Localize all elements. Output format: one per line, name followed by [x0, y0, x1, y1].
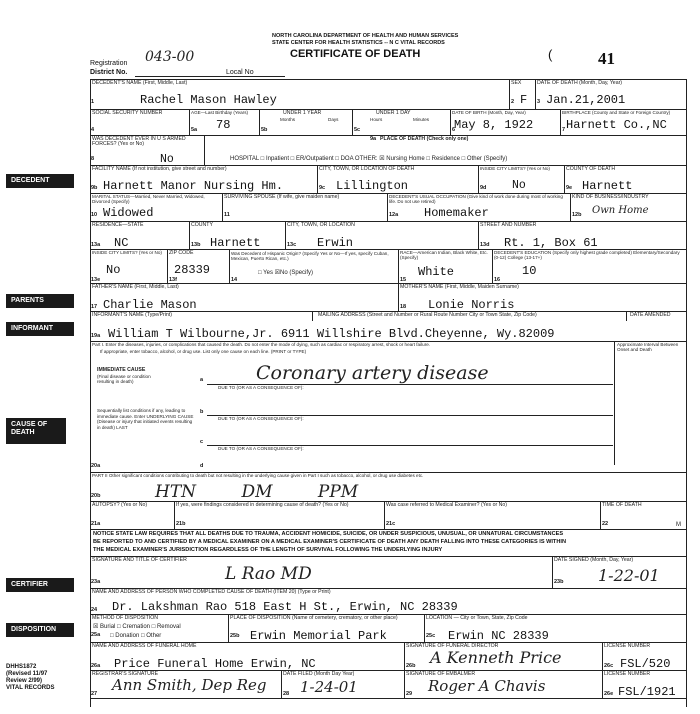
findings-label: If yes, were findings considered in determining cause of death? (Yes or No) [176, 502, 349, 508]
days-label: Days [328, 117, 339, 122]
form-revised: (Revised 11/97 [6, 671, 48, 677]
hours-label: Hours [370, 117, 383, 122]
part2-conditions: HTN DM PPM [155, 482, 359, 502]
spouse-label: SURVIVING SPOUSE (If wife, give maiden name) [224, 194, 340, 200]
certifier-signature: L Rao MD [225, 564, 312, 584]
due-to-1: DUE TO (OR AS A CONSEQUENCE OF): [218, 385, 304, 390]
form-title: CERTIFICATE OF DEATH [290, 48, 421, 60]
place-disposition-label: PLACE OF DISPOSITION (Name of cemetery, crematory, or other place) [230, 615, 398, 621]
section-disposition: DISPOSITION [6, 623, 74, 637]
place-options: HOSPITAL □ Inpatient □ ER/Outpatient □ DOA OTHER: ☒ Nursing Home □ Residence □ Other (Specify) [230, 156, 508, 162]
birthplace-label: BIRTHPLACE (County and State or Foreign Country) [562, 110, 671, 115]
examiner-label: Was case referred to Medical Examiner? (Yes or No) [386, 502, 507, 508]
res-state-label: RESIDENCE—STATE [92, 222, 144, 228]
sex-label: SEX [511, 80, 522, 86]
county-death-value: Harnett [582, 179, 633, 193]
sex-value: F [520, 93, 528, 107]
embalmer-signature: Roger A Chavis [428, 677, 546, 695]
minutes-label: Minutes [413, 117, 430, 122]
form-review: Review 2/99) [6, 678, 43, 684]
facility-value: Harnett Manor Nursing Hm. [103, 179, 284, 193]
hispanic-label: Was Decedent of Hispanic Origin? (Specify Yes or No—If yes, specify Cuban, Mexican, Puerto Rican, etc.) [231, 251, 389, 262]
method-label: METHOD OF DISPOSITION [92, 615, 158, 621]
county-death-label: COUNTY OF DEATH [566, 166, 616, 172]
section-cause-of-death: CAUSE OF DEATH [6, 418, 66, 444]
zip-value: 28339 [174, 263, 211, 277]
part1-label: Part I. Enter the diseases, injuries, or complications that caused the death. Do not enter the mode of dying, such as cardiac or respiratory arrest, shock or heart failure. [92, 342, 431, 347]
res-city-label: CITY, TOWN, OR LOCATION [287, 222, 355, 228]
embalmer-label: SIGNATURE OF EMBALMER [406, 671, 476, 677]
notice-line-2: BE REPORTED TO AND CERTIFIED BY A MEDICAL EXAMINER ON A MEDICAL EXAMINER'S CERTIFICATE OF DEATH ANY DEATH FALLING INTO THESE CATEGORIES IS WITHIN [93, 539, 566, 545]
time-m: M [676, 522, 681, 528]
section-parents: PARENTS [6, 294, 74, 308]
notice-line-1: NOTICE STATE LAW REQUIRES THAT ALL DEATHS DUE TO TRAUMA, ACCIDENT HOMICIDE, SUICIDE, OR UNDER SUSPICIOUS, UNUSUAL, OR UNNATURAL CIRCUMSTANCES [93, 531, 564, 537]
sequential-label: Sequentially list conditions if any, leading to immediate cause. Enter UNDERLYING CAUSE (Disease or injury that initiated events resulting in death) LAST [97, 408, 194, 431]
inside-limits-value: No [512, 179, 526, 192]
street-value: Rt. 1, Box 61 [504, 236, 598, 250]
informant-label: INFORMANT'S NAME (Type/Print) [92, 312, 172, 318]
hispanic-options: □ Yes ☒No (Specify) [258, 270, 314, 276]
method-options-2: □ Donation □ Other [110, 633, 162, 639]
under1day-label: UNDER 1 DAY [376, 110, 411, 116]
due-to-2: DUE TO (OR AS A CONSEQUENCE OF): [218, 416, 304, 421]
interval-label: Approximate Interval Between Onset and Death [617, 342, 679, 352]
autopsy-label: AUTOPSY? (Yes or No) [92, 502, 148, 508]
completer-label: NAME AND ADDRESS OF PERSON WHO COMPLETED CAUSE OF DEATH (ITEM 20) (Type or Print) [92, 589, 331, 595]
facility-label: FACILITY NAME (If not institution, give street and number) [92, 166, 227, 172]
decedent-name: Rachel Mason Hawley [140, 93, 277, 107]
street-label: STREET AND NUMBER [480, 222, 537, 228]
place-disposition-value: Erwin Memorial Park [250, 629, 387, 643]
funeral-home-value: Price Funeral Home Erwin, NC [114, 657, 316, 671]
education-value: 10 [522, 264, 537, 278]
business-label: KIND OF BUSINESS/INDUSTRY [572, 194, 649, 200]
district-label: District No. [90, 69, 128, 76]
res-county-label: COUNTY [191, 222, 213, 228]
occupation-label: DECEDENT'S USUAL OCCUPATION (Give kind of work done during most of working life. Do not use retired) [389, 194, 563, 204]
district-number: 043-00 [145, 49, 195, 65]
notice-line-3: THE MEDICAL EXAMINER'S JURISDICTION REGARDLESS OF THE LENGTH OF SURVIVAL FOLLOWING THE UNDERLYING INJURY [93, 547, 443, 553]
dept-name: NORTH CAROLINA DEPARTMENT OF HEALTH AND HUMAN SERVICES [272, 33, 459, 39]
section-decedent: DECEDENT [6, 174, 74, 188]
license-value-2: FSL/1921 [618, 685, 676, 699]
due-to-3: DUE TO (OR AS A CONSEQUENCE OF): [218, 446, 304, 451]
amended-label: DATE AMENDED [630, 312, 671, 318]
date-signed-label: DATE SIGNED (Month, Day, Year) [554, 557, 634, 563]
res-county-value: Harnett [210, 236, 261, 250]
registrar-label: REGISTRAR'S SIGNATURE [92, 671, 159, 677]
occupation-value: Homemaker [424, 206, 489, 220]
paren-mark: ( [548, 47, 553, 62]
res-city-value: Erwin [317, 236, 354, 250]
center-name: STATE CENTER FOR HEALTH STATISTICS -- N C VITAL RECORDS [272, 40, 445, 46]
city-death-label: CITY, TOWN, OR LOCATION OF DEATH [319, 166, 415, 172]
part1-label-2: If appropriate, enter tobacco, alcohol, or drug use. List only one cause on each line. (PRINT or TYPE) [100, 349, 307, 354]
license-label: LICENSE NUMBER [604, 643, 651, 649]
funeral-home-label: NAME AND ADDRESS OF FUNERAL HOME [92, 643, 197, 649]
license-label-2: LICENSE NUMBER [604, 671, 651, 677]
mother-label: MOTHER'S NAME (First, Middle, Maiden Surname) [400, 284, 519, 290]
registrar-signature: Ann Smith, Dep Reg [112, 676, 267, 694]
director-signature: A Kenneth Price [430, 648, 562, 667]
immediate-sublabel: (Final disease or condition resulting in death) [97, 374, 151, 384]
education-label: DECEDENT'S EDUCATION (Specify only highest grade completed) Elementary/Secondary (0-12) College (13-17+) [494, 250, 680, 260]
father-value: Charlie Mason [103, 298, 197, 312]
section-informant: INFORMANT [6, 322, 74, 336]
ssn-label: SOCIAL SECURITY NUMBER [92, 110, 163, 116]
dob-label: DATE OF BIRTH (Month, Day, Year) [452, 110, 526, 115]
form-number: DHHS1872 [6, 664, 37, 670]
race-label: RACE—American Indian, Black White, Etc. (Specify) [400, 250, 488, 260]
location-label: LOCATION — City or Town, State, Zip Code [426, 615, 528, 621]
method-options-1: ☒ Burial □ Cremation □ Removal [93, 624, 181, 630]
immediate-cause: Coronary artery disease [256, 362, 489, 384]
time-label: TIME OF DEATH [602, 502, 642, 508]
city-death-value: Lillington [336, 179, 409, 193]
armed-value: No [160, 153, 174, 166]
res-limits-label: INSIDE CITY LIMITS? (Yes or No) [92, 250, 162, 255]
age-value: 78 [216, 118, 231, 132]
mailing-label: MAILING ADDRESS (Street and Number or Rural Route Number City or Town State, Zip Code) [318, 312, 537, 318]
director-label: SIGNATURE OF FUNERAL DIRECTOR [406, 643, 499, 649]
completer-value: Dr. Lakshman Rao 518 East H St., Erwin, NC 28339 [112, 600, 458, 614]
marital-value: Widowed [103, 206, 154, 220]
race-value: White [418, 265, 455, 279]
filed-label: DATE FILED (Month Day Year) [283, 671, 355, 677]
age-label: AGE—Last Birthday (Years) [191, 110, 249, 115]
birthplace-value: Harnett Co.,NC [566, 118, 667, 132]
location-value: Erwin NC 28339 [448, 629, 549, 643]
license-value: FSL/520 [620, 657, 671, 671]
father-label: FATHER'S NAME (First, Middle, Last) [92, 284, 179, 290]
part2-label: PART II Other significant conditions contributing to death but not resulting in the underlying cause given in Part I such as tobacco, alcohol, or drug use diabetes etc. [92, 473, 424, 478]
vital-records: VITAL RECORDS [6, 685, 55, 691]
dob-value: May 8, 1922 [454, 118, 534, 132]
local-label: Local No [226, 69, 254, 76]
res-state-value: NC [114, 236, 129, 250]
dod-value: Jan.21,2001 [546, 93, 626, 107]
under1yr-label: UNDER 1 YEAR [283, 110, 322, 116]
marital-label: MARITAL STATUS—Married, Never Married, Widowed, Divorced (Specify) [92, 194, 205, 204]
months-label: Months [280, 117, 296, 122]
inside-limits-label: INSIDE CITY LIMITS? (Yes or No) [480, 166, 550, 171]
name-label: DECEDENT'S NAME (First, Middle, Last) [92, 80, 188, 86]
armed-label: WAS DECEDENT EVER IN U S ARMED FORCES? (Yes or No) [92, 136, 186, 148]
certifier-sig-label: SIGNATURE AND TITLE OF CERTIFIER [92, 557, 187, 563]
registration-label: Registration [90, 60, 128, 67]
place-label: PLACE OF DEATH (Check only one) [380, 136, 469, 142]
immediate-label: IMMEDIATE CAUSE [97, 367, 146, 373]
section-certifier: CERTIFIER [6, 578, 74, 592]
certificate-number: 41 [598, 49, 615, 68]
dod-label: DATE OF DEATH (Month, Day, Year) [537, 80, 623, 86]
business-value: Own Home [592, 205, 649, 216]
res-limits-value: No [106, 263, 121, 277]
informant-value: William T Wilbourne,Jr. 6911 Willshire Blvd.Cheyenne, Wy.82009 [108, 327, 555, 341]
date-signed: 1-22-01 [598, 566, 660, 585]
mother-value: Lonie Norris [428, 298, 515, 312]
filed-value: 1-24-01 [300, 678, 358, 696]
zip-label: ZIP CODE [169, 250, 194, 256]
